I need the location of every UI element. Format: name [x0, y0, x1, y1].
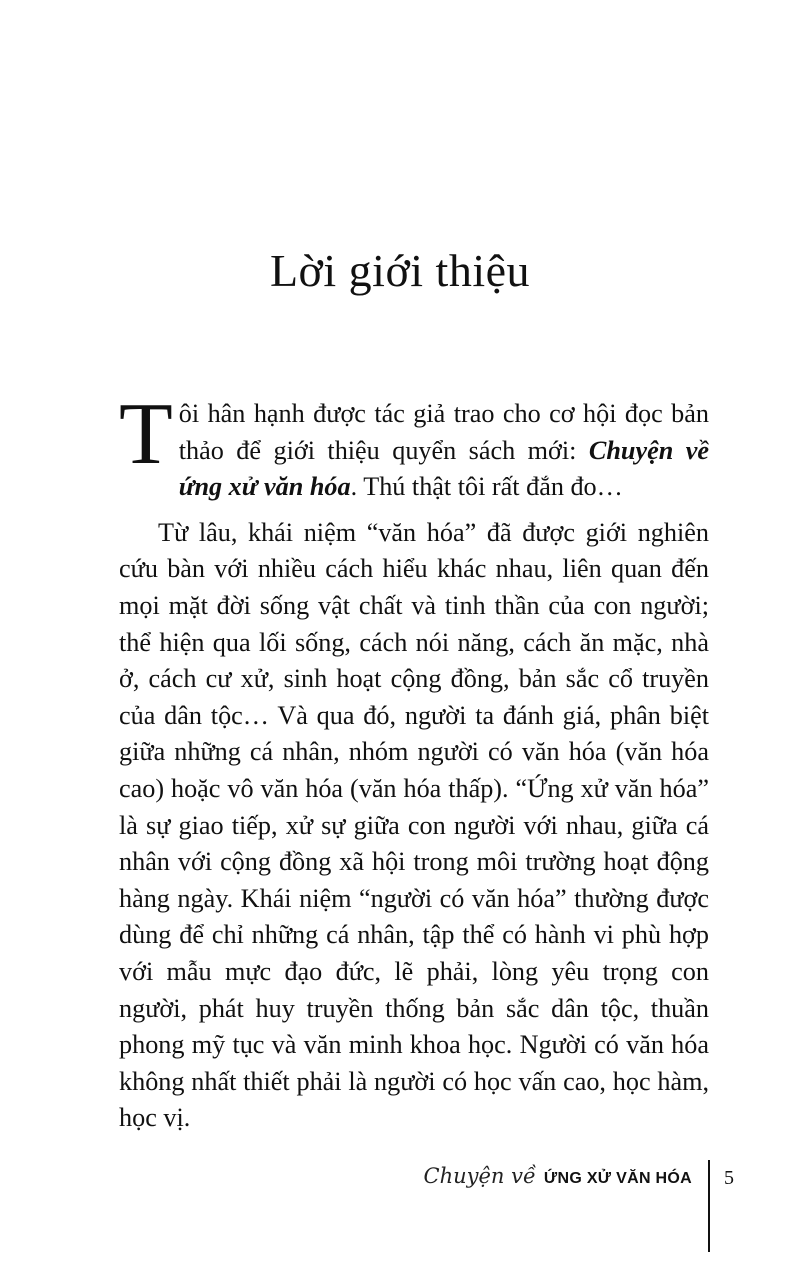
drop-cap: T [119, 386, 173, 483]
running-footer [424, 1164, 693, 1188]
footer-script-title: Chuyện về [423, 1164, 536, 1188]
body-paragraph: Từ lâu, khái niệm “văn hóa” đã được giới nghiên cứu bàn với nhiều cách hiểu khác nhau, liên quan đến mọi mặt đời sống vật chất và tinh thần của con người; thể hiện qua lối sống, cách nói năng, cách ăn mặc, nhà ở, cách cư xử, sinh hoạt cộng đồng, bản sắc cổ truyền của dân tộc… Và qua đó, người ta đánh giá, phân biệt giữa những cá nhân, nhóm người có văn hóa (văn hóa cao) hoặc vô văn hóa (văn hóa thấp). “Ứng xử văn hóa” là sự giao tiếp, xử sự giữa con người với nhau, giữa cá nhân với cộng đồng xã hội trong môi trường hoạt động hàng ngày. Khái niệm “người có văn hóa” thường được dùng để chỉ những cá nhân, tập thể có hành vi phù hợp với mẫu mực đạo đức, lẽ phải, lòng yêu trọng con người, phát huy truyền thống bản sắc dân tộc, thuần phong mỹ tục và văn minh khoa học. Người có văn hóa không nhất thiết phải là người có học vấn cao, học hàm, học vị. [119, 517, 709, 1133]
intro-paragraph [119, 386, 709, 506]
footer-book-title: ỨNG XỬ VĂN HÓA [543, 1170, 692, 1187]
page-number: 5 [724, 1167, 734, 1189]
book-title-emphasis: Chuyện về ứng xử văn hóa [178, 435, 709, 502]
chapter-title: Lời giới thiệu [269, 245, 531, 296]
intro-text: ôi hân hạnh được tác giả trao cho cơ hội đọc bản thảo để giới thiệu quyển sách mới: [178, 399, 709, 465]
footer-divider [708, 1160, 710, 1252]
intro-text-end: . Thú thật tôi rất đắn đo… [350, 472, 623, 502]
body-text [119, 386, 709, 1137]
